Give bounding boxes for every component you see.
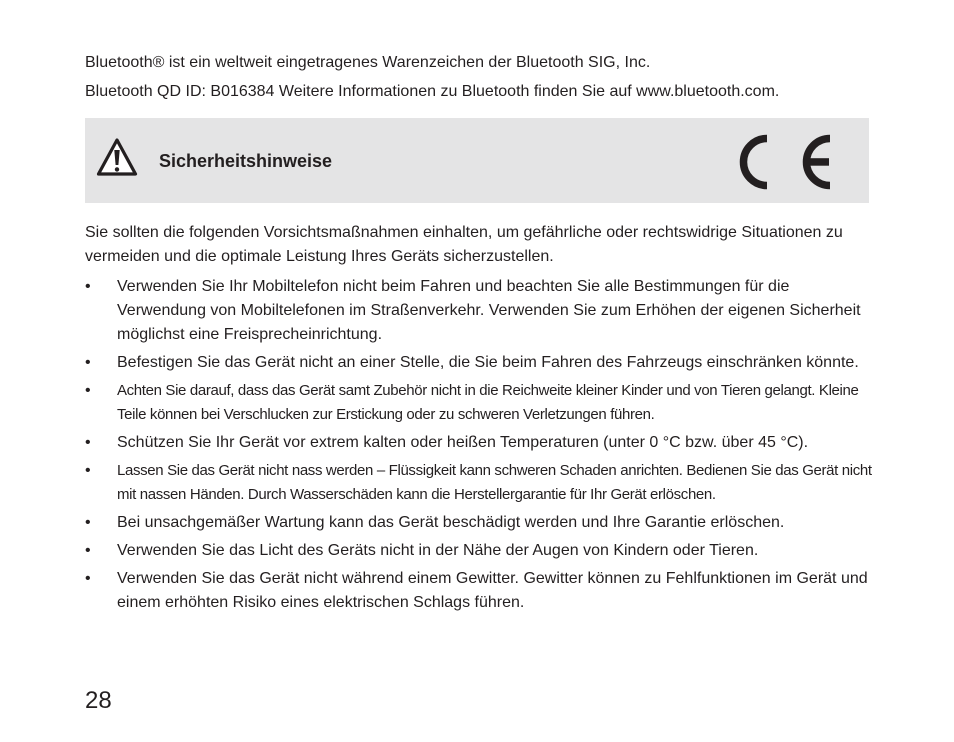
bullet-icon: • — [85, 542, 91, 559]
bullet-icon: • — [85, 462, 91, 479]
list-item — [85, 459, 875, 507]
list-item-text: Bei unsachgemäßer Wartung kann das Gerät beschädigt werden und Ihre Garantie erlöschen. — [117, 514, 785, 531]
bullet-icon: • — [85, 382, 91, 399]
list-item — [85, 275, 875, 347]
list-item-text: Verwenden Sie Ihr Mobiltelefon nicht beim Fahren und beachten Sie alle Bestimmungen für die Verwendung von Mobiltelefonen im Straßenverkehr. Verwenden Sie zum Erhöhen der eigenen Sicherheit möglichst eine Freisprecheinrichtung. — [117, 278, 861, 343]
safety-list — [85, 275, 875, 619]
bluetooth-qd-line: Bluetooth QD ID: B016384 Weitere Informationen zu Bluetooth finden Sie auf www.bluetooth.com. — [85, 83, 780, 100]
page-number: 28 — [85, 687, 112, 714]
bullet-icon: • — [85, 514, 91, 531]
bullet-icon: • — [85, 434, 91, 451]
warning-triangle-icon — [96, 137, 138, 179]
list-item-text: Befestigen Sie das Gerät nicht an einer Stelle, die Sie beim Fahren des Fahrzeugs einschränken könnte. — [117, 354, 859, 371]
safety-banner — [85, 118, 869, 203]
list-item-text: Schützen Sie Ihr Gerät vor extrem kalten oder heißen Temperaturen (unter 0 °C bzw. über 45 °C). — [117, 434, 809, 451]
list-item-text: Verwenden Sie das Gerät nicht während einem Gewitter. Gewitter können zu Fehlfunktionen im Gerät und einem erhöhten Risiko eines elektrischen Schlags führen. — [117, 570, 868, 611]
list-item-text: Lassen Sie das Gerät nicht nass werden – Flüssigkeit kann schweren Schaden anrichten. Bedienen Sie das Gerät nicht mit nassen Händen. Durch Wasserschäden kann die Herstellergarantie für Ihr Gerät erlöschen. — [117, 462, 872, 503]
trademark-line: Bluetooth® ist ein weltweit eingetragenes Warenzeichen der Bluetooth SIG, Inc. — [85, 54, 651, 71]
list-item — [85, 511, 875, 535]
bullet-icon: • — [85, 278, 91, 295]
list-item — [85, 431, 875, 455]
list-item — [85, 539, 875, 563]
section-title: Sicherheitshinweise — [159, 151, 333, 171]
list-item — [85, 567, 875, 615]
bullet-icon: • — [85, 570, 91, 587]
list-item — [85, 351, 875, 375]
bullet-icon: • — [85, 354, 91, 371]
list-item-text: Verwenden Sie das Licht des Geräts nicht in der Nähe der Augen von Kindern oder Tieren. — [117, 542, 759, 559]
list-item-text: Achten Sie darauf, dass das Gerät samt Zubehör nicht in die Reichweite kleiner Kinder und von Tieren gelangt. Kleine Teile können bei Verschlucken zur Erstickung oder zu schweren Verletzungen führen. — [117, 382, 859, 423]
list-item — [85, 379, 875, 427]
ce-mark-icon — [738, 130, 836, 194]
intro-paragraph: Sie sollten die folgenden Vorsichtsmaßnahmen einhalten, um gefährliche oder rechtswidrige Situationen zu vermeiden und die optimale Leistung Ihres Geräts sicherzustellen. — [85, 224, 843, 265]
